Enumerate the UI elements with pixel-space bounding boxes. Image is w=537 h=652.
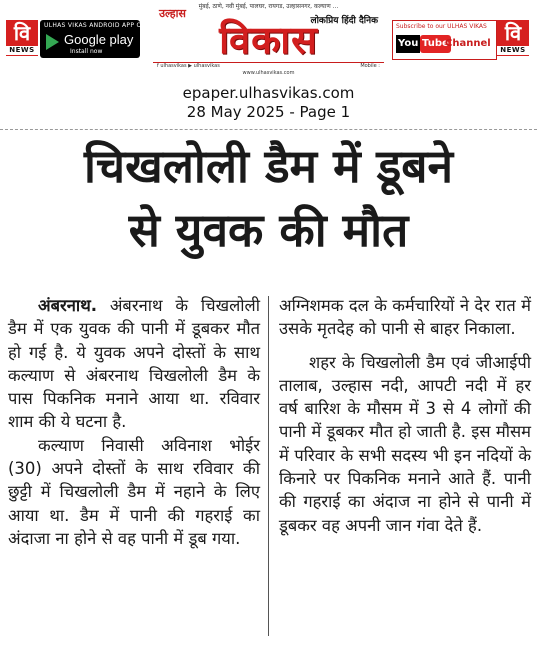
masthead-cities: मुंबई, ठाणे, नवी मुंबई, पालघर, रायगड, उल्हासनगर, कल्याण ... [198, 3, 339, 10]
article-headline [0, 134, 537, 262]
column-divider [268, 296, 269, 636]
youtube-tube-label: Tube [420, 35, 451, 53]
headline-line-1: चिखलोली डैम में डूबने [83, 139, 454, 193]
epaper-url[interactable]: epaper.ulhasvikas.com [182, 84, 355, 102]
masthead [153, 0, 384, 78]
google-play-badge[interactable] [40, 20, 147, 58]
gplay-name: Google play [64, 32, 134, 47]
dateline: अंबरनाथ. [38, 296, 98, 315]
youtube-subscribe-text: Subscribe to our ULHAS VIKAS [396, 23, 487, 30]
article-paragraph: शहर के चिखलोली डैम एवं जीआईपी तालाब, उल्हास नदी, आपटी नदी में हर वर्ष बारिश के मौसम में 3 से 4 लोगों की पानी में डूबकर मौत हो जाती है. इस मौसम में परिवार के सभी सदस्य भी इन नदियों के किनारे पर पिकनिक मनाने आते हैं. पानी की गहराई का अंदाज ना होने से पानी में डूबकर वह अपनी जान गंवा देते हैं. [279, 352, 531, 535]
masthead-website: www.ulhasvikas.com [242, 70, 295, 76]
youtube-channel-label: Channel [445, 38, 491, 49]
masthead-mobile: Mobile : [360, 63, 380, 69]
logo-glyph: वि [504, 21, 522, 45]
logo-news-label: NEWS [6, 46, 38, 55]
masthead-tagline: लोकप्रिय हिंदी दैनिक [310, 16, 378, 26]
newspaper-header [0, 0, 537, 80]
play-store-icon [46, 34, 59, 50]
paragraph-text: अंबरनाथ के चिखलोली डैम में एक युवक की पानी में डूबकर मौत हो गई है. ये युवक अपने दोस्तों के साथ कल्याण से अंबरनाथ चिखलोली डैम के पास पिकनिक मनाने आया था. रविवार शाम की ये घटना है. [8, 296, 260, 432]
headline-line-2: से युवक की मौत [128, 203, 409, 257]
youtube-you-label: You [396, 35, 420, 53]
logo-news-label: NEWS [497, 46, 529, 55]
masthead-ulhas: उल्हास [159, 7, 186, 20]
article-paragraph: अग्निशमक दल के कर्मचारियों ने देर रात में उसके मृतदेह को पानी से बाहर निकाला. [279, 296, 531, 339]
article-paragraph [8, 294, 260, 434]
ulhas-vikas-news-logo[interactable] [6, 20, 38, 56]
masthead-social: f ulhasvikas ▶ ulhasvikas [157, 63, 220, 69]
article-paragraph: कल्याण निवासी अविनाश भोईर (30) अपने दोस्तों के साथ रविवार की छुट्टी में चिखलोली डैम में नहाने के लिए आया था. डैम में पानी की गहराई का अंदाजा ना होने से वह पानी में डूब गया. [8, 435, 260, 548]
ulhas-vikas-news-logo-right[interactable] [497, 20, 529, 56]
logo-glyph: वि [13, 21, 31, 45]
youtube-channel-badge[interactable] [392, 20, 497, 60]
divider [0, 129, 537, 130]
masthead-contact-strip [153, 62, 384, 70]
gplay-install-text: Install now [70, 48, 103, 55]
article-column-right [279, 294, 531, 537]
page-info [0, 84, 537, 122]
masthead-title: विकास [219, 18, 318, 62]
article-column-left [8, 294, 260, 550]
gplay-top-text: ULHAS VIKAS ANDROID APP ON [44, 22, 147, 29]
date-page: 28 May 2025 - Page 1 [186, 103, 351, 121]
